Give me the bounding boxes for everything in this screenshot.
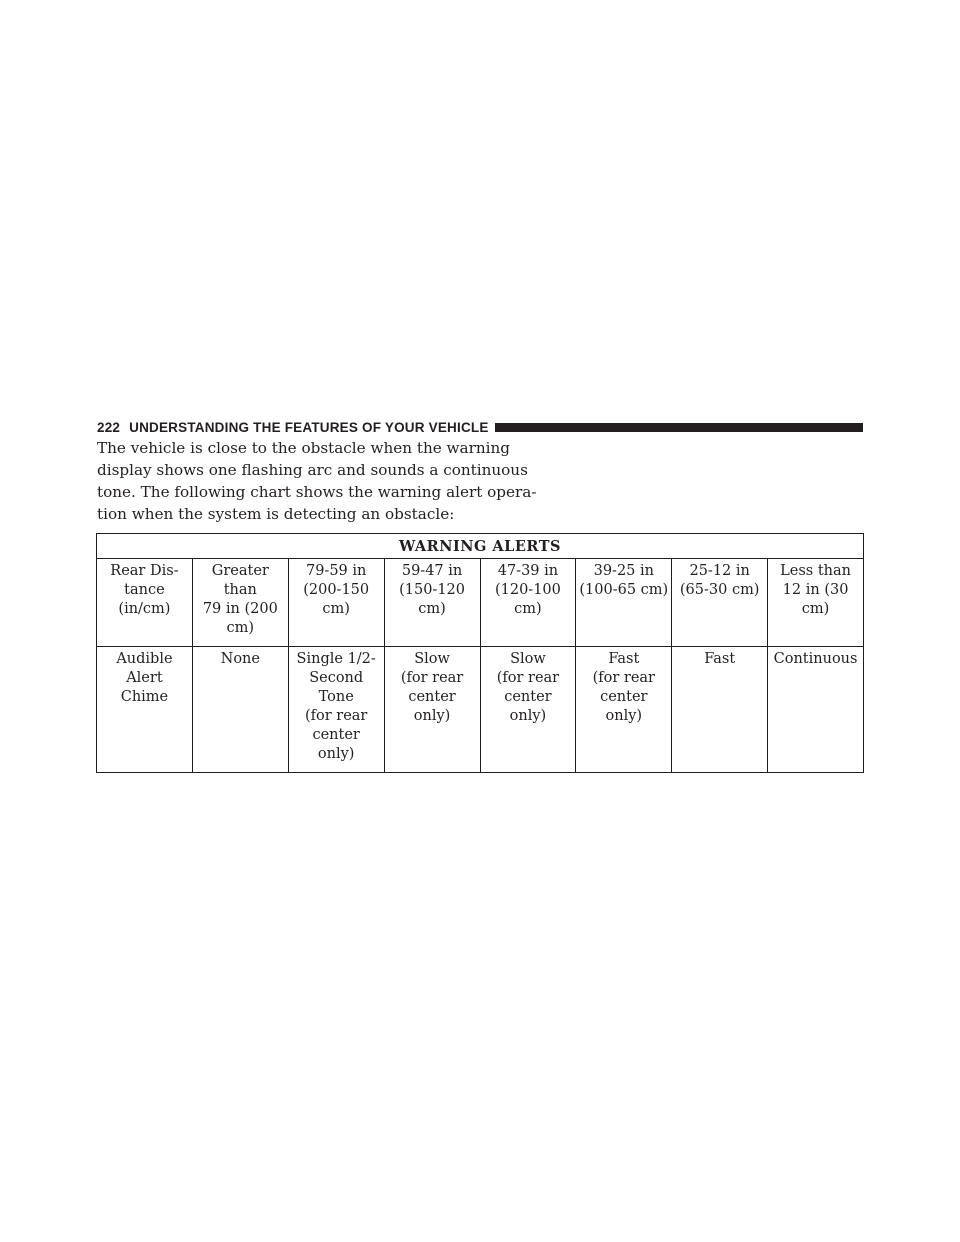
cell-text: Audible <box>116 651 173 667</box>
table-title: WARNING ALERTS <box>97 534 864 559</box>
cell-text: (for rear <box>400 670 464 686</box>
cell-text: 25-12 in <box>689 563 750 579</box>
cell-text: only) <box>605 708 643 724</box>
cell-text: (100-65 cm) <box>579 582 669 598</box>
cell-text: cm) <box>418 601 446 617</box>
intro-paragraph <box>97 437 537 525</box>
table-cell <box>480 647 576 773</box>
cell-text: Alert <box>126 670 163 686</box>
cell-text: only) <box>317 746 355 762</box>
table-cell <box>672 559 768 647</box>
cell-text: center <box>600 689 648 705</box>
cell-text: 59-47 in <box>401 563 463 579</box>
table-cell <box>384 559 480 647</box>
table-cell <box>480 559 576 647</box>
table-cell <box>192 647 288 773</box>
cell-text: Rear Dis- <box>110 563 179 579</box>
intro-line: The vehicle is close to the obstacle when the warning <box>97 439 511 457</box>
cell-text: 79-59 in <box>305 563 367 579</box>
cell-text: Chime <box>120 689 169 705</box>
header-rule <box>495 423 863 432</box>
table-cell <box>768 559 864 647</box>
table-cell <box>768 647 864 773</box>
table-row <box>97 647 864 773</box>
cell-text: Fast <box>704 651 736 667</box>
cell-text: 79 in (200 <box>202 601 278 617</box>
table-row <box>97 559 864 647</box>
table-cell <box>288 647 384 773</box>
cell-text: only) <box>509 708 547 724</box>
cell-text: Greater <box>211 563 269 579</box>
table-cell <box>288 559 384 647</box>
intro-line: display shows one flashing arc and sounds a continuous <box>97 461 528 479</box>
intro-line: tion when the system is detecting an obstacle: <box>97 505 455 523</box>
cell-text: cm) <box>801 601 830 617</box>
cell-text: 39-25 in <box>593 563 654 579</box>
cell-text: Tone <box>318 689 354 705</box>
cell-text: (120-100 <box>494 582 561 598</box>
table-cell <box>576 647 672 773</box>
page-header <box>97 417 863 437</box>
cell-text: center <box>312 727 360 743</box>
table-cell <box>672 647 768 773</box>
table-cell <box>97 559 193 647</box>
cell-text: cm) <box>226 620 255 636</box>
table-body <box>97 559 864 773</box>
table-cell <box>97 647 193 773</box>
cell-text: only) <box>413 708 451 724</box>
cell-text: (65-30 cm) <box>679 582 760 598</box>
cell-text: cm) <box>322 601 350 617</box>
cell-text: (for rear <box>304 708 368 724</box>
cell-text: cm) <box>514 601 542 617</box>
table-title-row <box>97 534 864 559</box>
cell-text: Less than <box>780 563 851 579</box>
cell-text: (150-120 <box>399 582 466 598</box>
cell-text: Single 1/2- <box>296 651 376 667</box>
cell-text: tance <box>124 582 165 598</box>
warning-alerts-table <box>96 533 864 773</box>
cell-text: Fast <box>608 651 640 667</box>
cell-text: Slow <box>510 651 546 667</box>
cell-text: center <box>504 689 552 705</box>
table-cell <box>192 559 288 647</box>
cell-text: (in/cm) <box>118 601 171 617</box>
cell-text: (for rear <box>496 670 560 686</box>
cell-text: 12 in (30 <box>782 582 849 598</box>
cell-text: Continuous <box>773 651 858 667</box>
cell-text: Slow <box>414 651 450 667</box>
cell-text: than <box>223 582 257 598</box>
table-cell <box>384 647 480 773</box>
page-number: 222 <box>97 419 121 435</box>
cell-text: None <box>220 651 260 667</box>
table-cell <box>576 559 672 647</box>
intro-line: tone. The following chart shows the warning alert opera- <box>97 483 537 501</box>
cell-text: (for rear <box>592 670 655 686</box>
cell-text: center <box>408 689 456 705</box>
cell-text: Second <box>309 670 364 686</box>
cell-text: 47-39 in <box>497 563 559 579</box>
cell-text: (200-150 <box>303 582 370 598</box>
section-title: UNDERSTANDING THE FEATURES OF YOUR VEHICLE <box>129 419 489 435</box>
